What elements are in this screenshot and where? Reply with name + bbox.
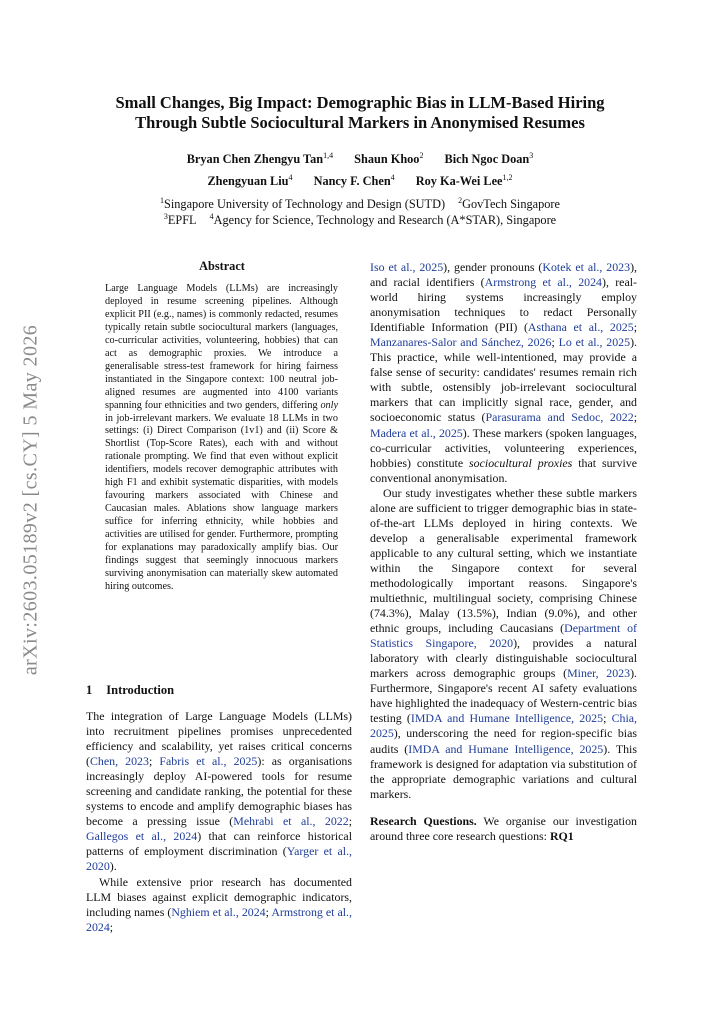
citation-link[interactable]: Department of Statistics Singapore, 2020 — [370, 621, 637, 651]
author — [187, 152, 333, 166]
author-name: Nancy F. Chen — [313, 174, 391, 188]
citation-link[interactable]: Miner, 2023 — [567, 666, 631, 681]
text-run: ) that can reinforce historical patterns of employment discrimination ( — [86, 829, 352, 859]
citation-link[interactable]: Mehrabi et al., 2022 — [233, 814, 349, 829]
citation-link[interactable]: Asthana et al., 2025 — [527, 320, 634, 335]
text-run: ; — [265, 904, 272, 919]
affiliation-number: 1 — [160, 196, 165, 205]
title-line: Small Changes, Big Impact: Demographic Bias in LLM-Based Hiring — [115, 93, 605, 112]
text-run: While extensive prior research has documented LLM biases against explicit demographic indicators, including names ( — [86, 874, 352, 919]
author-row — [90, 170, 630, 192]
author-name: Bryan Chen Zhengyu Tan — [186, 152, 324, 166]
text-run: ), gender pronouns ( — [443, 260, 543, 274]
affiliation-name: Agency for Science, Technology and Research (A*STAR), Singapore — [213, 213, 557, 227]
author-name: Bich Ngoc Doan — [444, 152, 530, 166]
text-run: ; — [109, 919, 114, 934]
affiliation-number: 2 — [458, 196, 463, 205]
affiliation — [164, 213, 197, 227]
author-affiliation-mark: 1,4 — [323, 151, 334, 160]
affiliation-number: 4 — [209, 212, 214, 221]
emphasis: sociocultural proxies — [469, 455, 573, 470]
affiliation-name: Singapore University of Technology and Design (SUTD) — [164, 197, 446, 211]
citation-link[interactable]: Lo et al., 2025 — [558, 335, 631, 350]
text-run: ; — [348, 814, 353, 829]
arxiv-identifier: arXiv:2603.05189v2 [cs.CY] 5 May 2026 — [19, 324, 42, 676]
text-run: ), real-world hiring systems increasingly employ anonymisation techniques to redact Personally Identifiable Information (PII) ( — [370, 275, 637, 335]
text-run: ). Furthermore, Singapore's recent AI safety evaluations have highlighted the inadequacy of Western-centric bias testing ( — [370, 666, 637, 726]
citation-link[interactable]: Manzanares-Salor and Sánchez, 2026 — [370, 335, 552, 350]
citation-link[interactable]: Chia, 2025 — [370, 711, 638, 741]
text-run: ; — [633, 410, 637, 425]
author-affiliation-mark: 4 — [288, 173, 293, 182]
abstract-body — [105, 283, 338, 594]
text-run: ; — [551, 335, 559, 350]
text-run: that survive conventional anonymisation. — [370, 455, 637, 485]
author — [354, 152, 423, 166]
author-row — [90, 148, 630, 170]
author-name: Shaun Khoo — [354, 152, 420, 166]
paragraph — [370, 486, 637, 802]
citation-link[interactable]: Parasurama and Sedoc, 2022 — [485, 410, 634, 425]
research-questions-paragraph — [370, 814, 637, 844]
text-run: ). This framework is designed for adaptation via substitution of the appropriate demographic variations and cultural markers. — [370, 741, 637, 801]
author-affiliation-mark: 3 — [529, 151, 534, 160]
affiliation-name: EPFL — [167, 213, 197, 227]
section-heading — [86, 683, 174, 698]
text-run: ). This practice, while well-intentioned, may provide a false sense of security: candidates' resumes remain rich with subtle, ostensibly job-irrelevant sociocultural markers that can implicitly signal race, gender, and socioeconomic status ( — [370, 335, 638, 425]
citation-link[interactable]: Iso et al., 2025 — [370, 260, 444, 274]
citation-link[interactable]: Gallegos et al., 2024 — [86, 829, 198, 844]
citation-link[interactable]: Chen, 2023 — [89, 754, 149, 769]
author-name: Roy Ka-Wei Lee — [415, 174, 503, 188]
emphasis: only — [320, 399, 338, 411]
arxiv-sidebar — [6, 300, 56, 700]
text-run: ), underscoring the need for region-specific bias audits ( — [370, 726, 637, 756]
citation-link[interactable]: IMDA and Humane Intelligence, 2025 — [408, 741, 604, 756]
right-column — [370, 260, 637, 844]
citation-link[interactable]: Kotek et al., 2023 — [542, 260, 631, 274]
citation-link[interactable]: Yarger et al., 2020 — [86, 844, 353, 874]
citation-link[interactable]: Nghiem et al., 2024 — [171, 904, 266, 919]
title-line: Through Subtle Sociocultural Markers in Anonymised Resumes — [135, 113, 585, 132]
text-run: ; — [633, 320, 637, 335]
author-list — [90, 148, 630, 192]
text-run: Large Language Models (LLMs) are increasingly deployed in resume screening pipelines. Although explicit PII (e.g., names) is commonly redacted, resumes typically retain subtle sociocultural markers (languages, co-curricular activities, volunteering, hobbies) that can act as demographic proxies. We introduce a generalisable stress-test framework for hiring fairness instantiated in the Singapore context: 100 neutral job-aligned resumes are augmented into 4100 variants spanning four ethnicities and two genders, differing — [105, 283, 338, 411]
paragraph-continued — [370, 260, 637, 486]
citation-link[interactable]: Armstrong et al., 2024 — [484, 275, 602, 290]
text-run: ; — [148, 754, 160, 769]
author-affiliation-mark: 1,2 — [502, 173, 513, 182]
left-column — [86, 709, 352, 935]
section-title: Introduction — [106, 683, 175, 697]
author-affiliation-mark: 4 — [390, 173, 395, 182]
affiliation-number: 3 — [163, 212, 168, 221]
paragraph — [86, 875, 352, 935]
text-run: ): as organisations increasingly deploy AI-powered tools for resume screening and candidate ranking, the potential for these systems to encode and amplify demographic biases has become a pressing issue ( — [86, 754, 352, 829]
section-number: 1 — [86, 683, 93, 697]
author — [207, 174, 292, 188]
affiliation — [160, 197, 445, 211]
author — [445, 152, 534, 166]
citation-link[interactable]: Armstrong et al., 2024 — [86, 904, 353, 934]
bold-text: RQ1 — [549, 828, 574, 843]
author-name: Zhengyuan Liu — [207, 174, 289, 188]
affiliation — [210, 213, 556, 227]
affiliation-list — [90, 196, 630, 228]
bold-text: Research Questions. — [370, 813, 477, 828]
author — [314, 174, 395, 188]
text-run: in job-irrelevant markers. We evaluate 18 LLMs in two settings: (i) Direct Comparison (1v1) and (ii) Score & Shortlist (Top-Score Rates), each with and without rationale prompting. We find that even without explicit identifiers, models recover demographic attributes with high F1 and exhibit systematic disparities, with models favouring markers associated with Chinese and Caucasian males. Ablations show language markers suffice for inferring ethnicity, while hobbies and activities are utilised for gender. Furthermore, prompting for explanations may paradoxically amplify bias. Our findings suggest that seemingly innocuous markers surviving anonymisation can materially skew automated hiring outcomes. — [105, 412, 338, 592]
affiliation-name: GovTech Singapore — [462, 197, 560, 211]
text-run: Our study investigates whether these subtle markers alone are sufficient to trigger demographic bias in state-of-the-art LLMs deployed in hiring contexts. We develop a generalisable experimental framework applicable to any cultural setting, which we instantiate within the Singapore context for several methodologically important reasons. Singapore's multiethnic, multilingual society, comprising Chinese (74.3%), Malay (13.5%), Indian (9.0%), and other ethnic groups, including Caucasians ( — [370, 485, 637, 636]
citation-link[interactable]: Madera et al., 2025 — [370, 425, 463, 440]
text-run: ), provides a natural laboratory with clearly distinguishable sociocultural markers across demographic groups ( — [370, 636, 637, 681]
text-run: ), and racial identifiers ( — [370, 260, 638, 290]
text-run: The integration of Large Language Models (LLMs) into recruitment pipelines promises unprecedented efficiency and scalability, yet raises critical concerns ( — [86, 709, 352, 769]
affiliation-row — [90, 196, 630, 212]
author-affiliation-mark: 2 — [419, 151, 424, 160]
text-run: ). These markers (spoken languages, co-curricular activities, volunteering experiences, hobbies) constitute — [370, 425, 637, 470]
text-run: ; — [603, 711, 612, 726]
citation-link[interactable]: Fabris et al., 2025 — [159, 754, 258, 769]
text-run: We organise our investigation around three core research questions: — [370, 813, 637, 843]
abstract-heading: Abstract — [199, 259, 245, 273]
affiliation — [458, 197, 560, 211]
paper-title — [90, 93, 630, 133]
author — [416, 174, 513, 188]
citation-link[interactable]: IMDA and Humane Intelligence, 2025 — [410, 711, 604, 726]
paragraph — [86, 709, 352, 875]
text-run: ). — [109, 859, 117, 874]
affiliation-row — [90, 212, 630, 228]
